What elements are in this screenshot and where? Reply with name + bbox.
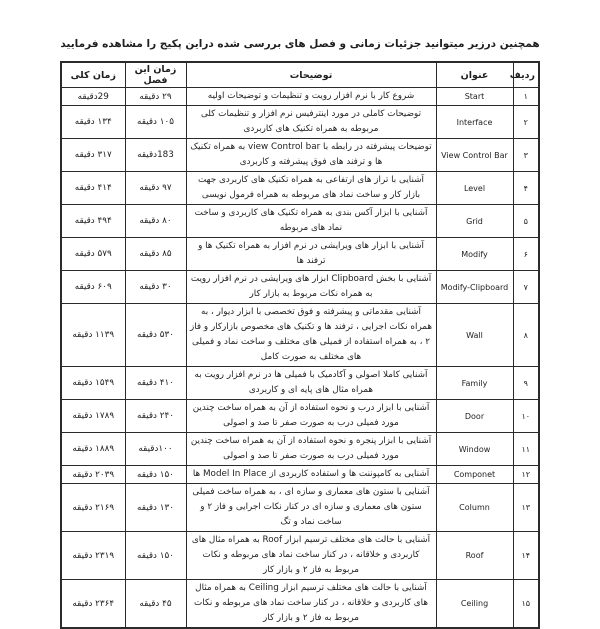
row-number-cell: ۹ [513, 367, 539, 400]
chapter-description-cell: آشنایی مقدماتی و پیشرفته و فوق تخصصی با ابزار دیوار ، به همراه نکات اجرایی ، ترفند ها و تکنیک های مخصوص بازارکار و فاز ۲ ، به همراه استفاده از فمیلی های مختلف و ساخت نماد و فمیلی های مختلف به صورت کامل [186, 304, 436, 367]
total-time-cell: ۱۷۸۹ دقیقه [61, 400, 125, 433]
chapter-title-cell: Interface [436, 106, 513, 139]
row-number-cell: ۸ [513, 304, 539, 367]
chapter-time-cell: ۴۱۰ دقیقه [125, 367, 186, 400]
chapter-time-cell: ۹۷ دقیقه [125, 172, 186, 205]
table-row [61, 532, 539, 580]
chapter-title-cell: Wall [436, 304, 513, 367]
row-number-cell: ۶ [513, 238, 539, 271]
table-row [61, 484, 539, 532]
chapter-time-cell: ۵۳۰ دقیقه [125, 304, 186, 367]
header-row-number: ردیف [513, 62, 539, 88]
chapter-description-cell: شروع کار با نرم افزار رویت و تنظیمات و توضیحات اولیه [186, 88, 436, 106]
row-number-cell: ۷ [513, 271, 539, 304]
chapter-description-cell: آشنایی با بخش Clipboard ابزار های ویرایشی در نرم افزار رویت به همراه نکات مربوط به بازار کار [186, 271, 436, 304]
chapter-description-cell: آشنایی با ابزار پنجره و نحوه استفاده از آن به همراه ساخت چندین مورد فمیلی درب به صورت صفر تا صد و اصولی [186, 433, 436, 466]
chapter-time-cell: ۱۰۰دقیقه [125, 433, 186, 466]
table-row [61, 304, 539, 367]
table-row [61, 88, 539, 106]
chapter-time-cell: ۱۳۰ دقیقه [125, 484, 186, 532]
table-row [61, 238, 539, 271]
total-time-cell: ۱۸۸۹ دقیقه [61, 433, 125, 466]
table-row [61, 205, 539, 238]
chapter-description-cell: توضیحات کاملی در مورد اینترفیس نرم افزار و تنظیمات کلی مربوطه به همراه تکنیک های کاربردی [186, 106, 436, 139]
total-time-cell: ۴۹۴ دقیقه [61, 205, 125, 238]
chapter-title-cell: Level [436, 172, 513, 205]
header-chapter-time: زمان این فصل [125, 62, 186, 88]
row-number-cell: ۲ [513, 106, 539, 139]
total-time-cell: ۱۳۴ دقیقه [61, 106, 125, 139]
row-number-cell: ۱۲ [513, 466, 539, 484]
chapter-time-cell: ۸۰ دقیقه [125, 205, 186, 238]
chapter-title-cell: View Control Bar [436, 139, 513, 172]
chapter-title-cell: Family [436, 367, 513, 400]
total-time-cell: ۴۱۴ دقیقه [61, 172, 125, 205]
chapter-time-cell: ۲۴۰ دقیقه [125, 400, 186, 433]
chapter-description-cell: آشنایی با حالت های مختلف ترسیم ابزار Roof به همراه مثال های کاربردی و خلاقانه ، در کنار ساخت نماد های مربوطه و نکات مربوط به فاز ۲ و بازار کار [186, 532, 436, 580]
chapter-time-cell: ۱۰۵ دقیقه [125, 106, 186, 139]
total-time-cell: ۵۷۹ دقیقه [61, 238, 125, 271]
header-description: توضیحات [186, 62, 436, 88]
total-time-cell: ۶۰۹ دقیقه [61, 271, 125, 304]
chapter-time-cell: ۴۵ دقیقه [125, 580, 186, 629]
course-chapters-table [60, 61, 540, 629]
chapter-time-cell: ۸۵ دقیقه [125, 238, 186, 271]
chapter-title-cell: Window [436, 433, 513, 466]
row-number-cell: ۱۳ [513, 484, 539, 532]
chapter-time-cell: ۲۹ دقیقه [125, 88, 186, 106]
row-number-cell: ۱ [513, 88, 539, 106]
total-time-cell: ۱۵۴۹ دقیقه [61, 367, 125, 400]
chapter-description-cell: آشنایی کاملا اصولی و آکادمیک با فمیلی ها در نرم افزار رویت به همراه مثال های پایه ای و کاربردی [186, 367, 436, 400]
chapter-title-cell: Componet [436, 466, 513, 484]
table-row [61, 106, 539, 139]
chapter-description-cell: آشنایی با ابزار های ویرایشی در نرم افزار به همراه تکنیک ها و ترفند ها [186, 238, 436, 271]
chapter-time-cell: 183دقیقه [125, 139, 186, 172]
total-time-cell: ۲۰۳۹ دقیقه [61, 466, 125, 484]
table-row [61, 367, 539, 400]
chapter-title-cell: Door [436, 400, 513, 433]
chapter-description-cell: آشنایی با حالت های مختلف ترسیم ابزار Ceiling به همراه مثال های کاربردی و خلاقانه ، در کنار ساخت نماد های مربوطه و نکات مربوط به فاز ۲ و بازار کار [186, 580, 436, 629]
table-row [61, 139, 539, 172]
header-title: عنوان [436, 62, 513, 88]
row-number-cell: ۱۵ [513, 580, 539, 629]
chapter-description-cell: آشنایی با ابزار درب و نحوه استفاده از آن به همراه ساخت چندین مورد فمیلی درب به صورت صفر تا صد و اصولی [186, 400, 436, 433]
chapter-title-cell: Roof [436, 532, 513, 580]
table-row [61, 271, 539, 304]
table-header-row [61, 62, 539, 88]
chapter-description-cell: توضیحات پیشرفته در رابطه با view Control bar به همراه تکنیک ها و ترفند های فوق پیشرفته و کاربردی [186, 139, 436, 172]
total-time-cell: ۳۱۷ دقیقه [61, 139, 125, 172]
chapter-title-cell: Grid [436, 205, 513, 238]
row-number-cell: ۳ [513, 139, 539, 172]
row-number-cell: ۱۴ [513, 532, 539, 580]
chapter-description-cell: آشنایی با تراز های ارتفاعی به همراه تکنیک های کاربردی جهت بازار کار و ساخت نماد های مربوطه به همراه فرمول نویسی [186, 172, 436, 205]
table-row [61, 466, 539, 484]
chapter-time-cell: ۱۵۰ دقیقه [125, 466, 186, 484]
chapter-title-cell: Modify [436, 238, 513, 271]
table-row [61, 400, 539, 433]
intro-text: همچنین درزیر میتوانید جزئیات زمانی و فصل های بررسی شده دراین پکیج را مشاهده فرمایید [60, 38, 540, 50]
total-time-cell: ۱۱۳۹ دقیقه [61, 304, 125, 367]
table-row [61, 172, 539, 205]
row-number-cell: ۱۱ [513, 433, 539, 466]
total-time-cell: ۲۳۶۴ دقیقه [61, 580, 125, 629]
chapter-title-cell: Modify-Clipboard [436, 271, 513, 304]
total-time-cell: 29دقیقه [61, 88, 125, 106]
row-number-cell: ۵ [513, 205, 539, 238]
chapter-title-cell: Start [436, 88, 513, 106]
row-number-cell: ۱۰ [513, 400, 539, 433]
table-row [61, 433, 539, 466]
chapter-description-cell: آشنایی با ستون های معماری و سازه ای ، به همراه ساخت فمیلی ستون های معماری و سازه ای در کنار نکات اجرایی و فاز ۲ و ساخت نماد و تگ [186, 484, 436, 532]
chapter-title-cell: Ceiling [436, 580, 513, 629]
chapter-time-cell: ۳۰ دقیقه [125, 271, 186, 304]
total-time-cell: ۲۱۶۹ دقیقه [61, 484, 125, 532]
chapter-time-cell: ۱۵۰ دقیقه [125, 532, 186, 580]
chapter-description-cell: آشنایی به کامپوننت ها و استفاده کاربردی از Model In Place ها [186, 466, 436, 484]
course-table-body [61, 88, 539, 629]
chapter-description-cell: آشنایی با ابزار آکس بندی به همراه تکنیک های کاربردی و ساخت نماد های مربوطه [186, 205, 436, 238]
header-total-time: زمان کلی [61, 62, 125, 88]
chapter-title-cell: Column [436, 484, 513, 532]
table-row [61, 580, 539, 629]
row-number-cell: ۴ [513, 172, 539, 205]
total-time-cell: ۲۳۱۹ دقیقه [61, 532, 125, 580]
